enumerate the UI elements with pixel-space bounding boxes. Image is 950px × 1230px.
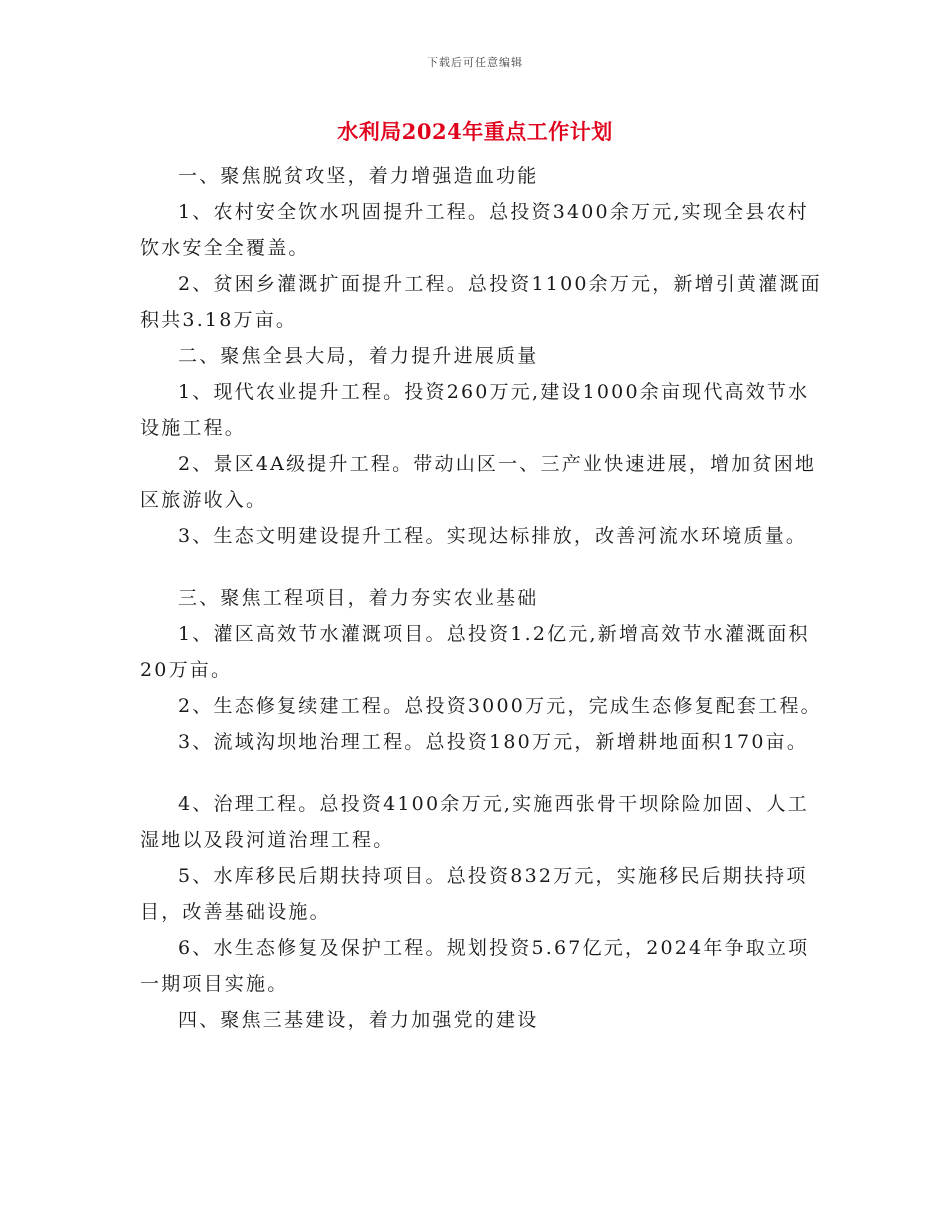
paragraph-item: 3、流域沟坝地治理工程。总投资180万元，新增耕地面积170亩。 (178, 731, 809, 753)
document-title: 水利局2024年重点工作计划 (337, 119, 613, 144)
paragraph-item: 2、景区4A级提升工程。带动山区一、三产业快速进展，增加贫困地区旅游收入。 (140, 453, 817, 511)
section-heading-4: 四、聚焦三基建设，着力加强党的建设 (178, 1009, 539, 1031)
paragraph-item: 4、治理工程。总投资4100余万元,实施西张骨干坝除险加固、人工湿地以及段河道治理工程。 (140, 793, 809, 851)
paragraph-item: 6、水生态修复及保护工程。规划投资5.67亿元，2024年争取立项一期项目实施。 (140, 937, 810, 995)
section-heading-3: 三、聚焦工程项目，着力夯实农业基础 (178, 587, 539, 609)
paragraph-item: 1、灌区高效节水灌溉项目。总投资1.2亿元,新增高效节水灌溉面积20万亩。 (140, 623, 810, 681)
page-header-note: 下载后可任意编辑 (427, 56, 523, 69)
section-heading-1: 一、聚焦脱贫攻坚，着力增强造血功能 (178, 165, 539, 187)
paragraph-item: 5、水库移民后期扶持项目。总投资832万元，实施移民后期扶持项目，改善基础设施。 (140, 865, 808, 923)
paragraph-item: 3、生态文明建设提升工程。实现达标排放，改善河流水环境质量。 (178, 525, 808, 547)
paragraph-item: 2、贫困乡灌溉扩面提升工程。总投资1100余万元，新增引黄灌溉面积共3.18万亩。 (140, 273, 822, 331)
paragraph-item: 1、农村安全饮水巩固提升工程。总投资3400余万元,实现全县农村饮水安全全覆盖。 (140, 201, 809, 259)
section-heading-2: 二、聚焦全县大局，着力提升进展质量 (178, 345, 539, 367)
paragraph-item: 2、生态修复续建工程。总投资3000万元，完成生态修复配套工程。 (178, 695, 822, 717)
document-body (140, 158, 830, 1038)
paragraph-item: 1、现代农业提升工程。投资260万元,建设1000余亩现代高效节水设施工程。 (140, 381, 810, 439)
